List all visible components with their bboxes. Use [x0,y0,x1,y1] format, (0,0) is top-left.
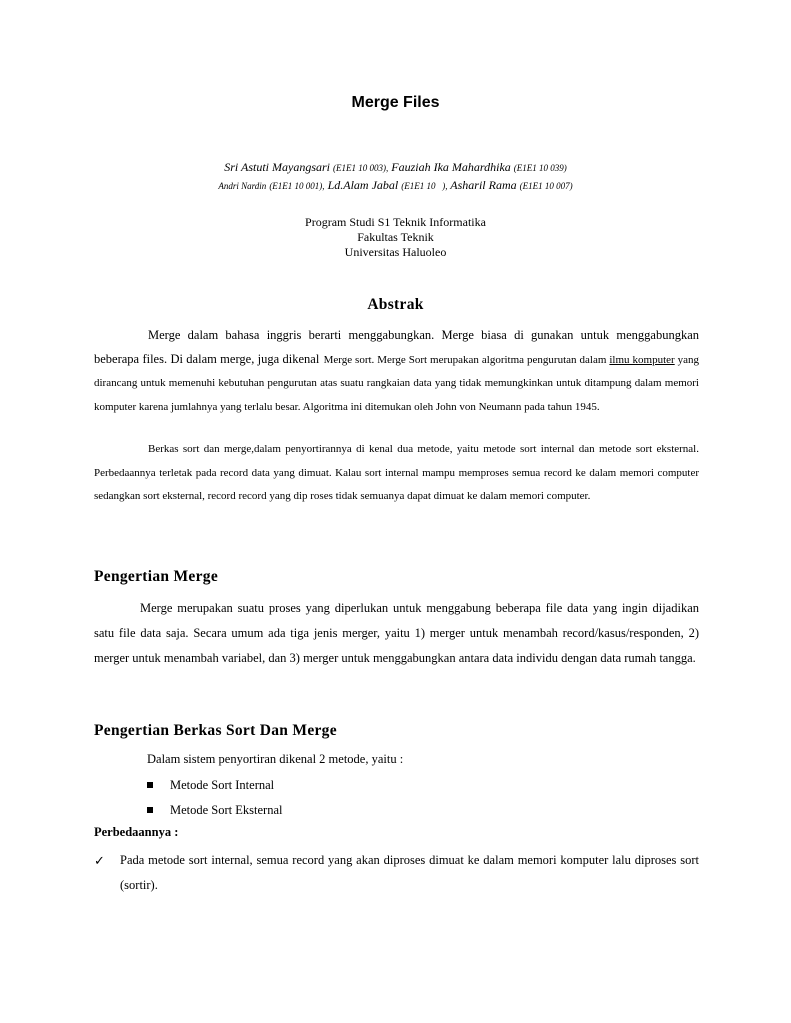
square-bullet-icon [147,807,153,813]
abstract-text: Merge sort. Merge Sort merupakan algoritma [323,353,525,366]
author-line-2 [94,177,697,195]
affiliation-program: Program Studi S1 Teknik Informatika [305,215,486,229]
author-id: (E1E1 10 007) [519,181,573,191]
affiliation-university: Universitas Haluoleo [344,245,447,259]
abstract-heading: Abstrak [367,296,424,313]
author-name: Asharil Rama [450,178,517,192]
abstract-text: menggabungkan beberapa files. Di dalam merge, juga dikenal [94,328,700,366]
abstract-text: pengurutan dalam [527,353,607,366]
author-id: (E1E1 10 039) [513,163,567,173]
abstract-text: Merge dalam bahasa inggris berarti menggabungkan. Merge biasa di gunakan untuk [148,328,610,342]
affiliation [0,215,791,260]
author-id: (E1E1 10 003), [333,163,389,173]
perbedaan-label: Perbedaannya : [94,825,179,839]
checkmark-icon: ✓ [94,853,105,868]
merge-paragraph [94,596,699,671]
section-heading-berkas: Pengertian Berkas Sort Dan Merge [94,722,337,739]
berkas-intro: Dalam sistem penyortiran dikenal 2 metode, yaitu : [147,752,404,766]
check-item-text: Pada metode sort internal, semua record yang akan diproses dimuat ke dalam memori komputer lalu diproses sort (sortir). [120,853,699,892]
check-list-item [94,848,699,898]
method-list [147,775,282,825]
abstract-paragraph-1 [94,324,699,419]
list-item [147,775,282,800]
author-name: Sri Astuti Mayangsari [224,160,330,174]
author-id: (E1E1 10 ), [401,181,448,191]
list-item-label: Metode Sort Internal [170,778,275,792]
abstract-text: Berkas sort dan merge,dalam penyortirannya di kenal dua metode, yaitu metode sort internal dan metode sort eksternal. Perbedaannya terletak pada record data yang dimuat. Kalau sort internal mampu memproses semua record ke dalam memori computer sedangkan sort eksternal, record record yang dip roses tidak semuanya dapat dimuat ke dalam memori computer. [94,443,699,502]
author-id: (E1E1 10 001), [269,181,325,191]
author-name: Fauziah Ika Mahardhika [391,160,511,174]
list-item [147,800,282,825]
author-line-1 [94,159,697,177]
ilmu-komputer-link[interactable]: ilmu komputer [609,353,675,366]
affiliation-faculty: Fakultas Teknik [357,230,434,244]
author-name: Andri Nardin [218,181,267,191]
abstract-paragraph-2 [94,438,699,509]
author-list [94,159,697,195]
merge-text: Merge merupakan suatu proses yang diperlukan untuk menggabung beberapa file data yang ingin dijadikan satu file data saja. Secara umum ada tiga jenis merger, yaitu 1) merger untuk menambah record/kasus/responden, 2) merger untuk menambah variabel, dan 3) merger untuk menggabungkan antara data individu dengan data rumah tangga. [94,601,699,665]
author-name: Ld.Alam Jabal [327,178,399,192]
list-item-label: Metode Sort Eksternal [170,803,283,817]
page-title: Merge Files [351,94,440,111]
section-heading-merge: Pengertian Merge [94,568,219,585]
abstract-text: yang dirancang untuk memenuhi kebutuhan pengurutan atas suatu rangkaian data yang tidak memungkinkan untuk ditampung dalam memori komputer karena jumlahnya yang terlalu besar. Algoritma ini ditemukan oleh John von Neumann pada tahun 1945. [94,353,700,413]
square-bullet-icon [147,782,153,788]
